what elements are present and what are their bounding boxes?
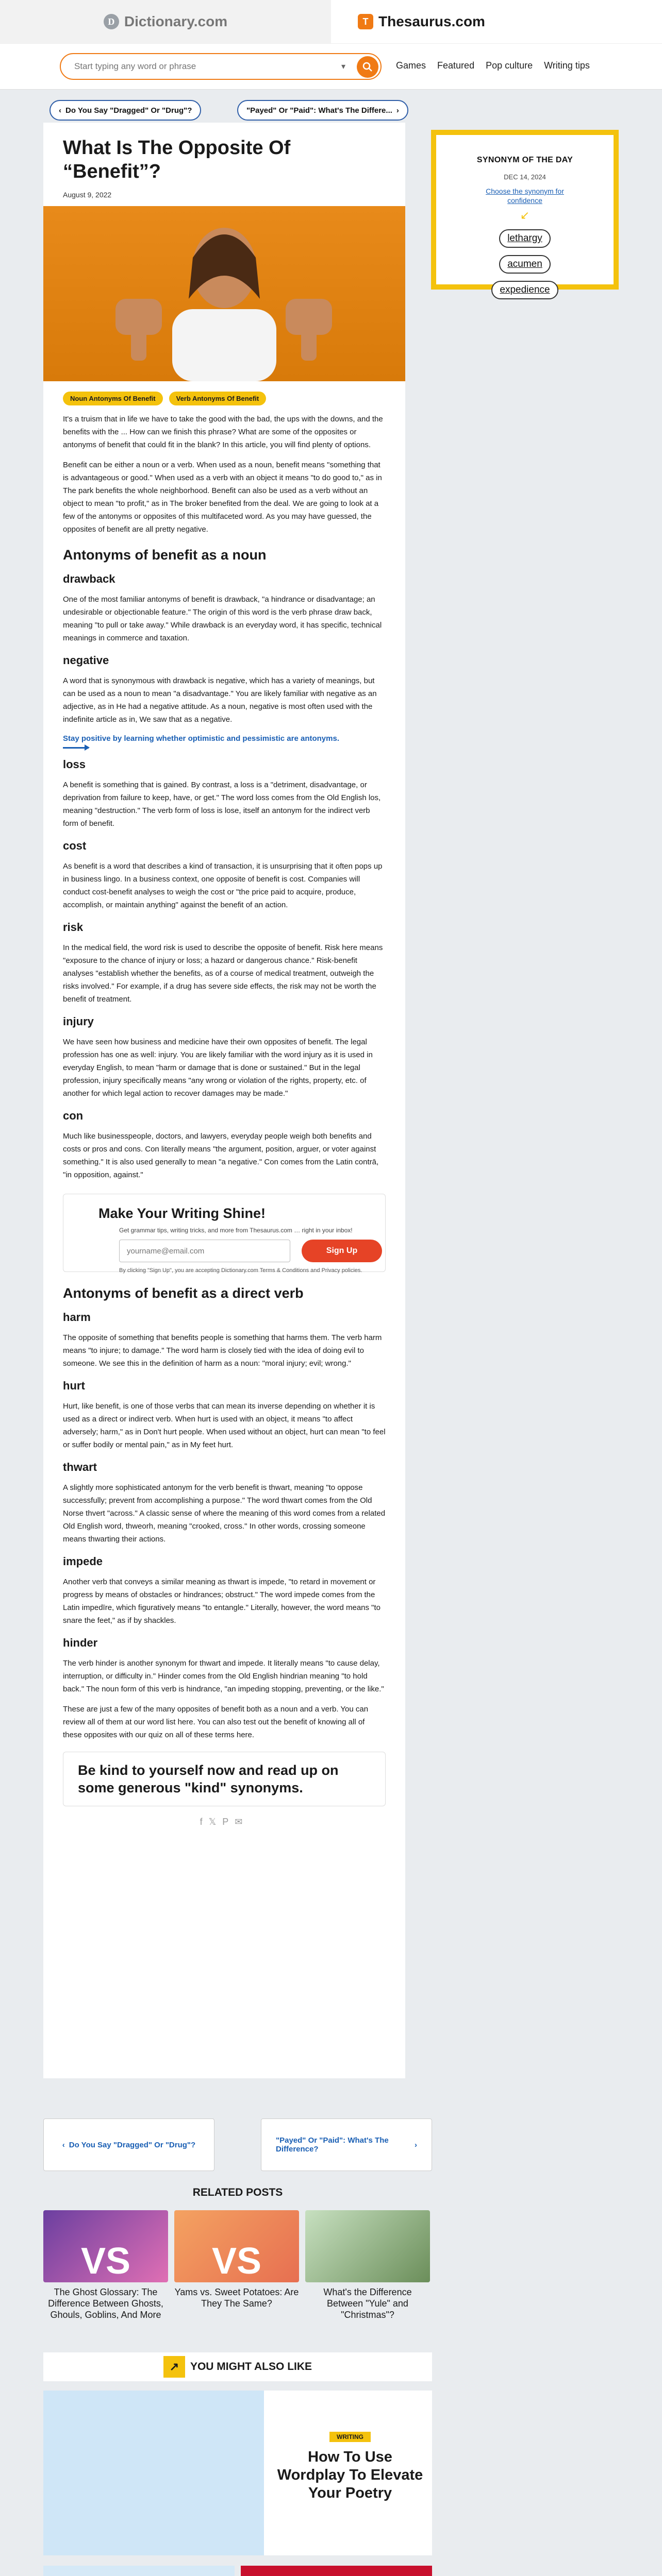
intro-paragraph: It's a truism that in life we have to take the good with the bad, the ups with the downs, and the benefits with the ... How can we finish this phrase? What are some of the opposites or antonyms of benefit that could fit in the blank? In this article, you will find plenty of options. [63, 415, 383, 449]
tag-verb-antonyms[interactable]: Verb Antonyms Of Benefit [169, 392, 267, 405]
chevron-right-icon: › [396, 106, 399, 115]
sotd-date: DEC 14, 2024 [504, 173, 546, 181]
article-date: August 9, 2022 [63, 191, 112, 199]
nav-writing-tips[interactable]: Writing tips [544, 60, 590, 71]
sotd-choose-link[interactable]: Choose the synonym for [486, 187, 564, 195]
chevron-left-icon: ‹ [62, 2140, 65, 2149]
paragraph-negative: A word that is synonymous with drawback is negative, which has a variety of meanings, but can be used as a noun to mean "a disadvantage." You are likely familiar with negative as an adjective, as in He had a negative attitude. As a noun, negative is most often used with the indefinite article as in, We saw that as a negative. [63, 676, 377, 724]
arrow-down-icon: ↙ [520, 209, 530, 222]
paragraph-hurt: Hurt, like benefit, is one of those verbs that can mean its inverse depending on whether it is used as a direct or indirect verb. When hurt is used with an object, it means "to affect adversely; harm," as in Don't hurt people. When used without an object, hurt can mean "to feel or suffer bodily or mental pain," as in My feet hurt. [63, 1402, 386, 1449]
heading-cost: cost [63, 839, 87, 852]
paragraph-harm: The opposite of something that benefits people is something that harms them. The verb harm means "to injure; to damage." The word harm is closely tied with the idea of doing evil to someone. We see this in the definition of harm as a noun: "moral injury; evil; wrong." [63, 1333, 382, 1368]
vs-graphic: VS [211, 2241, 262, 2282]
related-caption: The Ghost Glossary: The Difference Between Ghosts, Ghouls, Goblins, And More [48, 2287, 163, 2320]
related-card[interactable] [305, 2210, 430, 2318]
article [43, 123, 405, 2078]
main-nav [396, 60, 590, 71]
related-card[interactable] [43, 2210, 168, 2318]
related-image [305, 2210, 430, 2282]
you-might-also-like-title: YOU MIGHT ALSO LIKE [190, 2361, 312, 2372]
noun-section-heading: Antonyms of benefit as a noun [63, 547, 267, 563]
heading-loss: loss [63, 758, 86, 771]
nav-row [0, 43, 662, 90]
next-post-label: "Payed" Or "Paid": What's The Difference? [276, 2136, 389, 2154]
heading-drawback: drawback [63, 572, 115, 585]
next-post-chip[interactable] [237, 100, 408, 121]
recommendation-row [43, 2566, 432, 2576]
prev-post-label: Do You Say "Dragged" Or "Drug"? [69, 2140, 196, 2149]
sotd-option[interactable]: acumen [499, 255, 551, 274]
heading-harm: harm [63, 1311, 91, 1324]
related-image [43, 2210, 168, 2282]
arrow-right-icon[interactable] [63, 747, 89, 749]
paragraph-impede: Another verb that conveys a similar meaning as thwart is impede, "to retard in movement or progress by means of obstacles or hindrances; obstruct." The word impede comes from the Latin impedīre, which figuratively means "to entangle." Literally, however, the word means "to snare the feet," as if by shackles. [63, 1578, 381, 1625]
rec-image [43, 2566, 235, 2576]
dictionary-brand: Dictionary.com [124, 13, 228, 29]
paragraph-cost: As benefit is a word that describes a kind of transaction, it is unsurprising that it often pops up in business lingo. In a business context, one opposite of benefit is cost. Companies will conduct cost-benefit analyses to weigh the cost or "the price paid to acquire, produce, accomplish, or maintain anything" against the benefit of an action. [63, 862, 383, 909]
prev-post-link[interactable] [43, 2119, 214, 2171]
hero-image [43, 206, 405, 381]
search-input[interactable] [74, 60, 311, 73]
newsletter-fine-print: By clicking "Sign Up", you are accepting Dictionary.com Terms & Conditions and Privacy policies. [119, 1267, 362, 1274]
newsletter-box [63, 1194, 386, 1272]
related-caption: What's the Difference Between "Yule" and "Christmas"? [323, 2287, 412, 2320]
nav-featured[interactable]: Featured [437, 60, 475, 71]
nav-pop-culture[interactable]: Pop culture [486, 60, 533, 71]
dictionary-logo-icon: D [104, 14, 119, 29]
thesaurus-tab[interactable] [331, 0, 662, 43]
search-bar [60, 53, 382, 80]
thesaurus-brand: Thesaurus.com [378, 13, 485, 29]
page-title: What Is The Opposite Of “Benefit”? [63, 137, 291, 182]
top-bar [0, 0, 662, 43]
paragraph-risk: In the medical field, the word risk is used to describe the opposite of benefit. Risk here means "exposure to the chance of injury or loss; a hazard or dangerous chance." Risk-benefit analyses "establish whether the benefits, as of a course of medical treatment, outweigh the risks involved." For example, if a drug has severe side effects, the risk may not be worth the benefit of treatment. [63, 943, 383, 1004]
paragraph-con: Much like businesspeople, doctors, and lawyers, everyday people weigh both benefits and costs or pros and cons. Con literally means "the argument, position, arguer, or voter against something." It is also used generally to mean "a negative." Con comes from the Latin contrā, "in opposition, against." [63, 1132, 379, 1179]
sotd-option[interactable]: expedience [491, 281, 558, 299]
share-icons [63, 1817, 386, 1827]
search-button[interactable] [357, 56, 378, 78]
sotd-title: SYNONYM OF THE DAY [476, 156, 573, 164]
you-might-also-like-header [43, 2352, 432, 2381]
rec-title: How To Use Wordplay To Elevate Your Poetry [277, 2449, 423, 2501]
newsletter-subtitle: Get grammar tips, writing tricks, and more from Thesaurus.com … right in your inbox! [119, 1227, 353, 1234]
thumbs-down-illustration [43, 206, 405, 381]
category-badge: WRITING [329, 2432, 371, 2442]
chevron-right-icon: › [415, 2140, 417, 2149]
related-posts-title: RELATED POSTS [192, 2187, 283, 2198]
related-posts [43, 2210, 432, 2318]
email-icon[interactable]: ✉ [235, 1817, 249, 1827]
next-post-chip-label: "Payed" Or "Paid": What's The Differe... [246, 106, 392, 115]
heading-injury: injury [63, 1015, 94, 1028]
tag-noun-antonyms[interactable]: Noun Antonyms Of Benefit [63, 392, 163, 405]
dictionary-tab[interactable] [0, 0, 331, 43]
search-icon [362, 62, 373, 72]
sotd-word[interactable]: confidence [507, 196, 542, 205]
paragraph-drawback: One of the most familiar antonyms of benefit is drawback, "a hindrance or disadvantage; an undesirable or objectionable feature." The origin of this word is the verb phrase draw back, meaning "to pull or take away." While drawback is an everyday word, it has specific, technical meanings in commerce and taxation. [63, 595, 382, 642]
recommendation-card[interactable] [43, 2391, 432, 2555]
next-post-link[interactable] [261, 2119, 432, 2171]
newsletter-title: Make Your Writing Shine! [98, 1206, 266, 1221]
thesaurus-logo-icon: T [358, 14, 373, 29]
heading-impede: impede [63, 1555, 103, 1568]
related-image [174, 2210, 299, 2282]
paragraph-loss: A benefit is something that is gained. By contrast, a loss is a "detriment, disadvantage, or deprivation from failure to keep, have, or get." The word loss comes from the Old English los, meaning "destruction." The verb form of loss is lose, itself an antonym for the indirect verb form of benefit. [63, 781, 381, 828]
paragraph-thwart: A slightly more sophisticated antonym for the verb benefit is thwart, meaning "to oppose successfully; prevent from accomplishing a purpose." The word thwart comes from the Old Norse thvert "across." A classic sense of where the meaning of this word comes from a related Old English word, thweorh, meaning "crooked, cross." In other words, crossing someone means thwarting their actions. [63, 1483, 386, 1544]
nav-games[interactable]: Games [396, 60, 426, 71]
heading-thwart: thwart [63, 1461, 97, 1473]
recommendation-card[interactable] [241, 2566, 432, 2576]
rec-image [241, 2566, 432, 2576]
outro-paragraph: These are just a few of the many opposites of benefit both as a noun and a verb. You can review all of them at our word list here. You can also test out the benefit of knowing all of these opposites with our quiz on all of these terms here. [63, 1705, 369, 1739]
facebook-icon[interactable]: f [200, 1817, 209, 1827]
related-caption: Yams vs. Sweet Potatoes: Are They The Same? [174, 2287, 299, 2309]
prev-post-chip-label: Do You Say "Dragged" Or "Drug"? [65, 106, 192, 115]
x-icon[interactable]: 𝕏 [208, 1817, 223, 1827]
arrow-icon: ↗ [163, 2356, 185, 2378]
intro-paragraph: Benefit can be either a noun or a verb. When used as a noun, benefit means "something that is advantageous or good." When used as a verb with an object it means "to do good to," as in The park benefits the whole neighborhood. Benefit can also be used as a verb without an object to mean "to profit," as in The broker benefited from the deal. We are going to look at a few of the antonyms or opposites of this multifaceted word. As you may have guessed, the opposites of benefit are all pretty negative. [63, 461, 382, 534]
paragraph-hinder: The verb hinder is another synonym for thwart and impede. It literally means "to cause delay, interruption, or difficulty in." Hinder comes from the Old English hindrian meaning "to hold back." The noun form of this verb is hindrance, "an impeding stopping, preventing, or the like." [63, 1659, 384, 1693]
vs-graphic: VS [80, 2241, 131, 2282]
chevron-left-icon: ‹ [59, 106, 61, 115]
sign-up-button[interactable]: Sign Up [302, 1240, 382, 1262]
prev-post-chip[interactable] [49, 100, 201, 121]
heading-hurt: hurt [63, 1379, 85, 1392]
chevron-down-icon[interactable]: ▾ [341, 62, 345, 71]
heading-negative: negative [63, 654, 109, 667]
related-card[interactable] [174, 2210, 299, 2318]
verb-section-heading: Antonyms of benefit as a direct verb [63, 1285, 304, 1301]
email-field[interactable] [119, 1240, 290, 1262]
kind-synonyms-link[interactable]: Be kind to yourself now and read up on some generous "kind" synonyms. [63, 1752, 386, 1806]
cta-link[interactable]: Stay positive by learning whether optimistic and pessimistic are antonyms. [63, 734, 339, 743]
rec-image [43, 2391, 264, 2555]
heading-hinder: hinder [63, 1636, 98, 1649]
heading-con: con [63, 1109, 84, 1122]
synonym-of-the-day [431, 130, 619, 295]
heading-risk: risk [63, 921, 84, 934]
paragraph-injury: We have seen how business and medicine have their own opposites of benefit. The legal profession has one as well: injury. You are likely familiar with the word injury as it is used in everyday English, to mean "harm or damage that is done or sustained." But in the legal profession, injury specifically means "any wrong or violation of the rights, property, etc. of another for which legal action to recover damages may be made." [63, 1038, 373, 1098]
pinterest-icon[interactable]: P [222, 1817, 235, 1827]
recommendation-card[interactable] [43, 2566, 235, 2576]
sotd-option[interactable]: lethargy [499, 229, 551, 248]
